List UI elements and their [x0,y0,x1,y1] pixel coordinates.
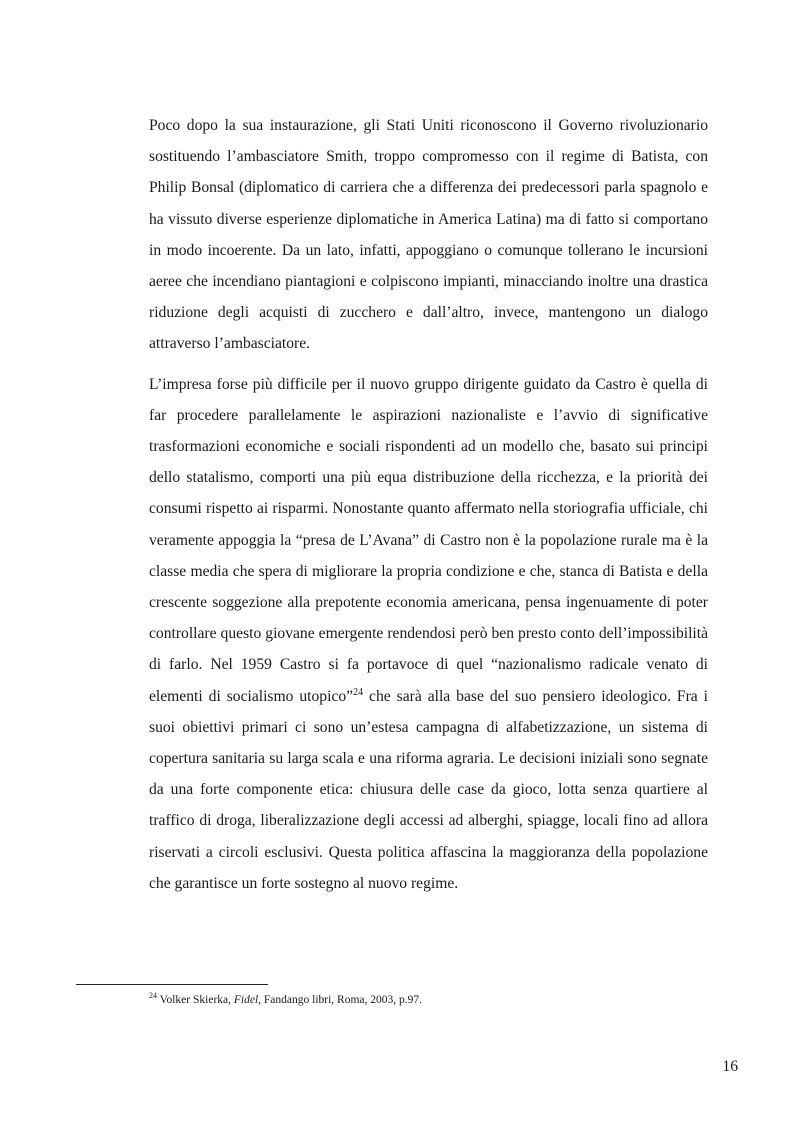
footnote-publication: , Fandango libri, Roma, 2003, p.97. [258,994,423,1006]
paragraph-2-text-after-note: che sarà alla base del suo pensiero ideologico. Fra i suoi obiettivi primari ci sono un’estesa campagna di alfabetizzazione, un sistema di copertura sanitaria su larga scala e una riforma agraria. Le decisioni iniziali sono segnate da una forte componente etica: chiusura delle case da gioco, lotta senza quartiere al traffico di droga, liberalizzazione degli accessi ad alberghi, spiagge, locali fino ad allora riservati a circoli esclusivi. Questa politica affascina la maggioranza della popolazione che garantisce un forte sostegno al nuovo regime. [149,687,708,892]
footnote-title: Fidel [233,994,259,1006]
footnote-separator [76,984,268,985]
page-number: 16 [722,1058,738,1075]
footnote-author: Volker Skierka, [157,994,234,1006]
paragraph-2 [149,369,708,899]
paragraph-2-text-before-note: L’impresa forse più difficile per il nuovo gruppo dirigente guidato da Castro è quella di far procedere parallelamente le aspirazioni nazionaliste e l’avvio di significative trasformazioni economiche e sociali rispondenti ad un modello che, basato sui principi dello statalismo, comporti una più equa distribuzione della ricchezza, e la priorità dei consumi rispetto ai risparmi. Nonostante quanto affermato nella storiografia ufficiale, chi veramente appoggia la “presa de L’Avana” di Castro non è la popolazione rurale ma è la classe media che spera di migliorare la propria condizione e che, stanca di Batista e della crescente soggezione alla prepotente economia americana, pensa ingenuamente di poter controllare questo giovane emergente rendendosi però ben presto conto dell’impossibilità di farlo. Nel 1959 Castro si fa portavoce di quel “nazionalismo radicale venato di elementi di socialismo utopico” [149,375,708,705]
footnote-reference: 24 [353,686,364,698]
footnote [149,992,708,1008]
paragraph-1: Poco dopo la sua instaurazione, gli Stati Uniti riconoscono il Governo rivoluzionario sostituendo l’ambasciatore Smith, troppo compromesso con il regime di Batista, con Philip Bonsal (diplomatico di carriera che a differenza dei predecessori parla spagnolo e ha vissuto diverse esperienze diplomatiche in America Latina) ma di fatto si comportano in modo incoerente. Da un lato, infatti, appoggiano o comunque tollerano le incursioni aeree che incendiano piantagioni e colpiscono impianti, minacciando inoltre una drastica riduzione degli acquisti di zucchero e dall’altro, invece, mantengono un dialogo attraverso l’ambasciatore. [149,117,708,353]
footnote-number: 24 [149,991,157,1001]
body-text [149,110,708,908]
